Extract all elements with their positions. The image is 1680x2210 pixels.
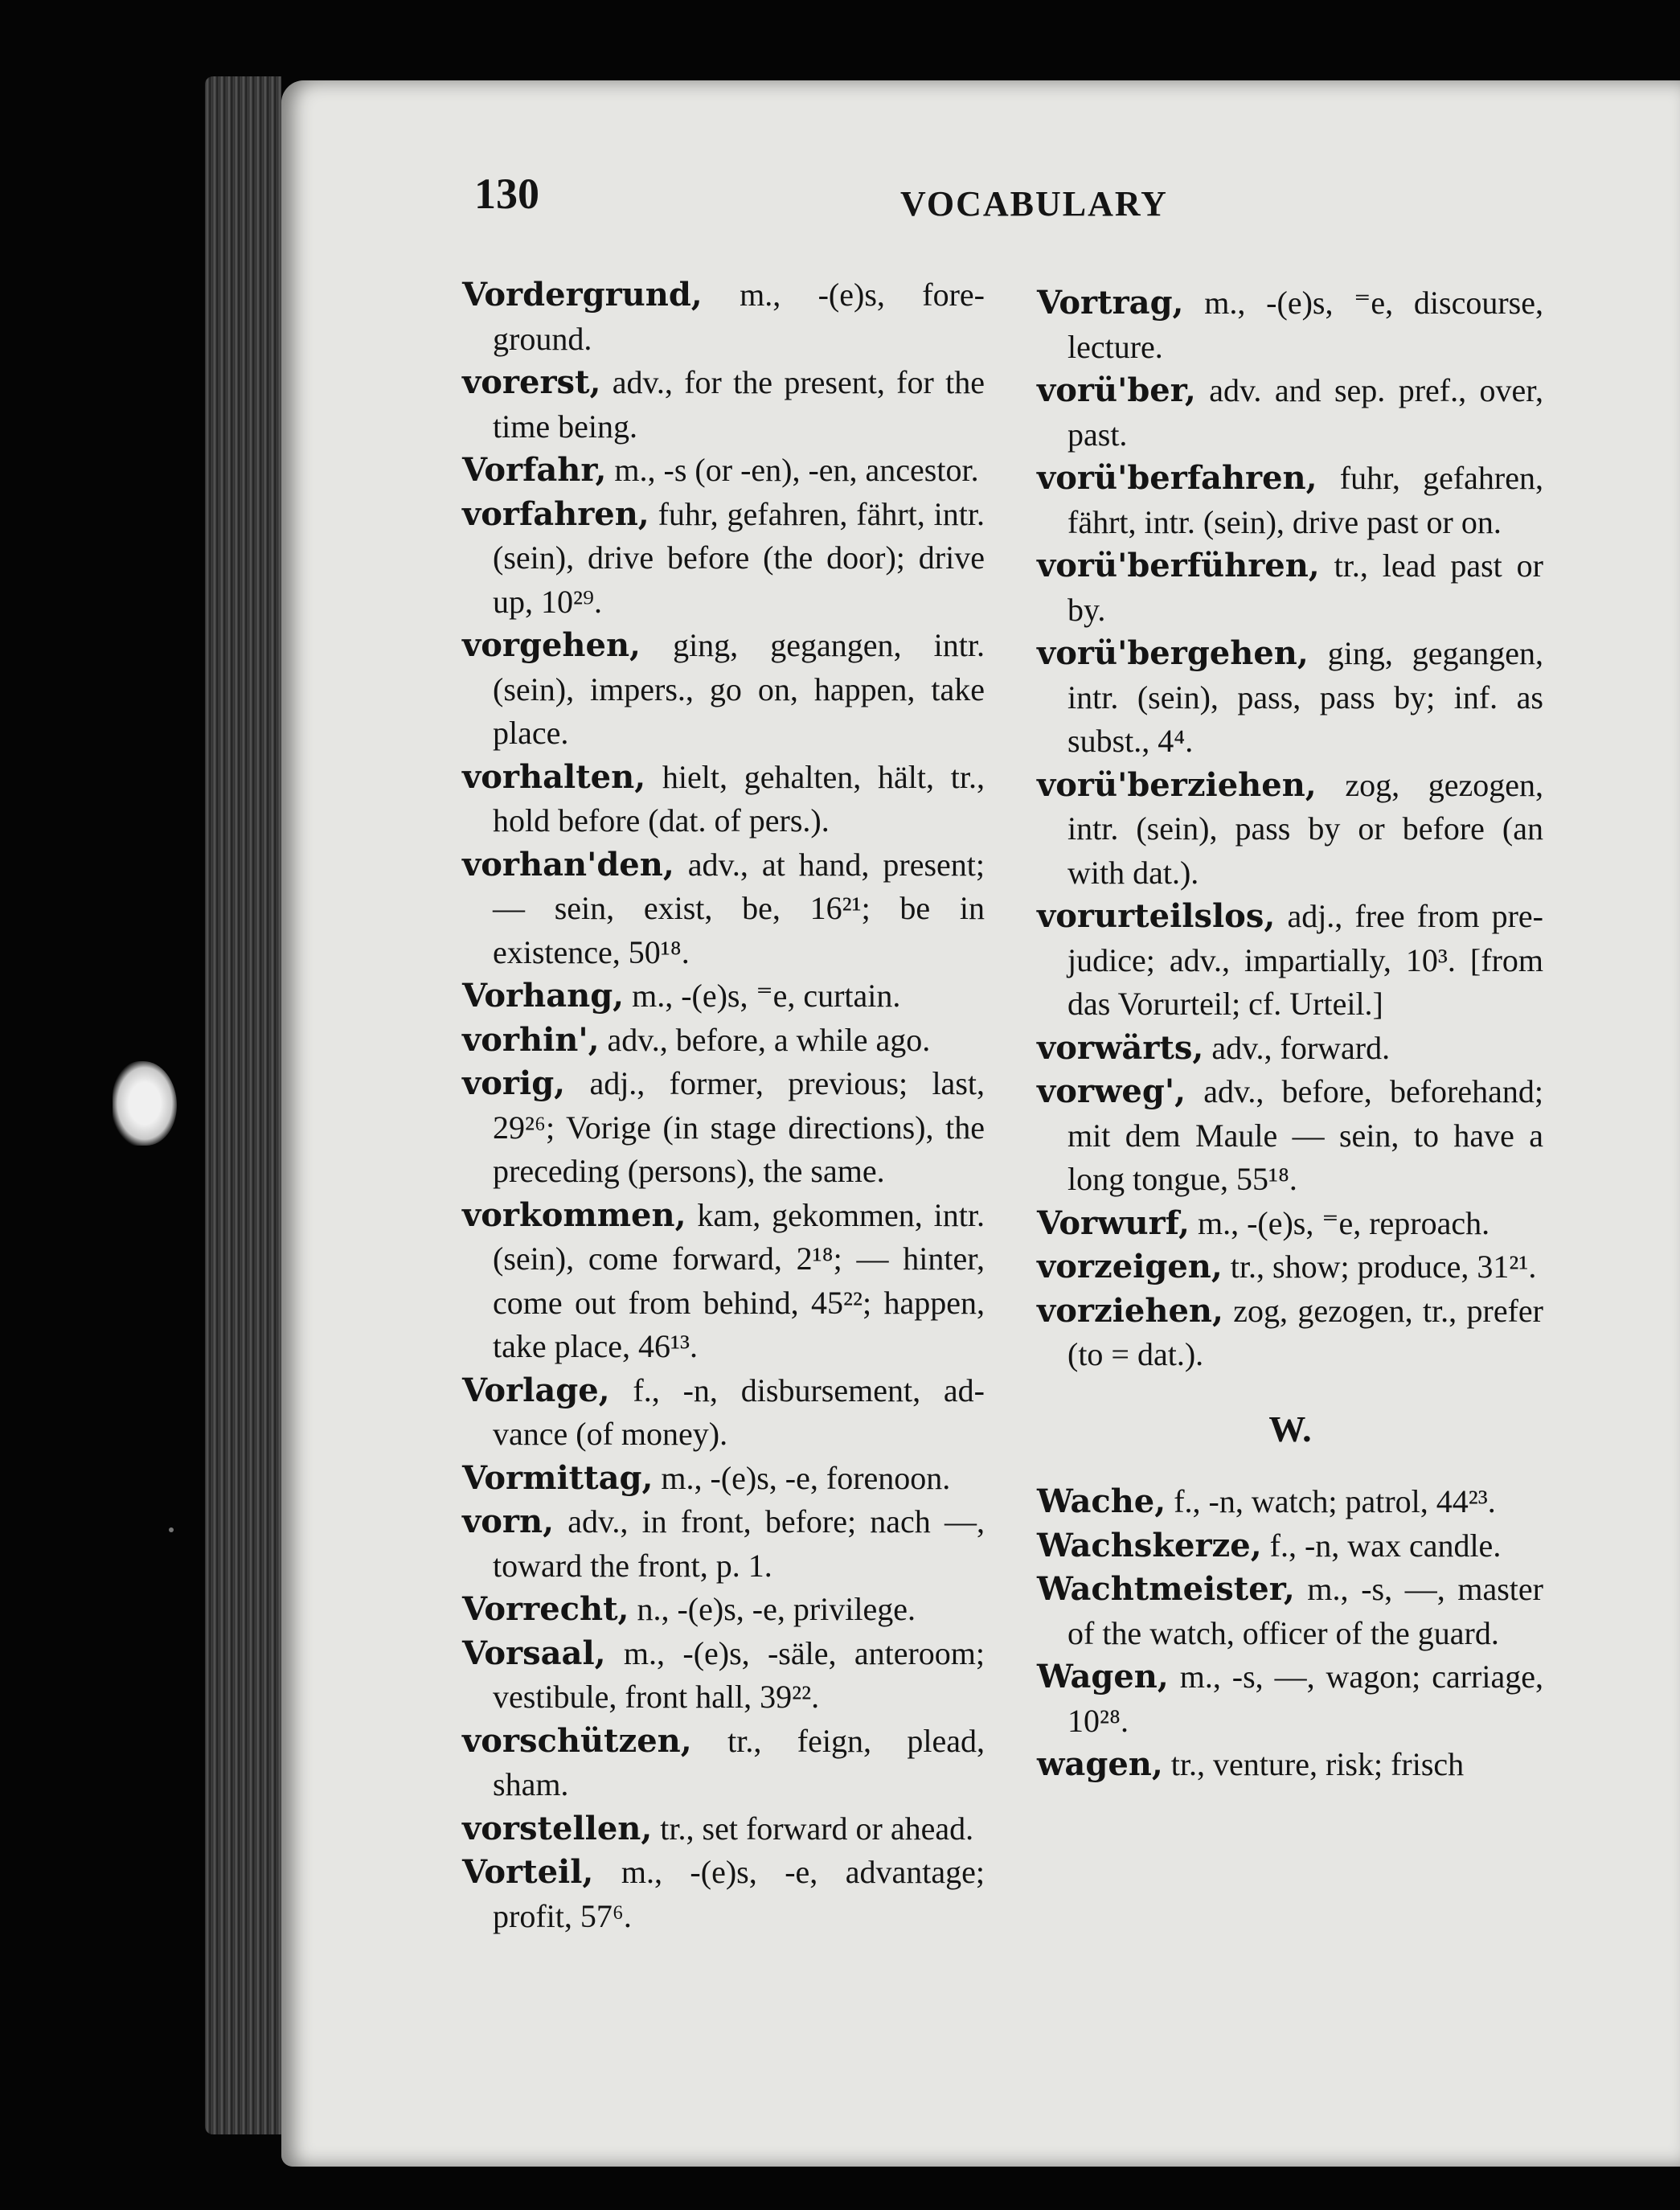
headword: vorerst, xyxy=(462,363,601,401)
definition: tr., feign, plead, sham. xyxy=(493,1722,985,1802)
dictionary-entry xyxy=(1037,457,1543,544)
page-number: 130 xyxy=(474,170,539,218)
headword: vorweg', xyxy=(1037,1072,1186,1110)
definition: m., -(e)s, -e, forenoon. xyxy=(653,1459,951,1496)
definition: adv., for the present, for the time being. xyxy=(493,364,985,445)
dictionary-entry xyxy=(1037,1070,1543,1202)
headword: Vorrecht, xyxy=(462,1590,629,1628)
dictionary-entry xyxy=(462,624,985,756)
dictionary-entry xyxy=(462,1851,985,1938)
definition: ging, gegangen, intr. (sein), pass, pass by; inf. as subst., 4⁴. xyxy=(1067,635,1543,759)
headword: vorwärts, xyxy=(1037,1028,1204,1067)
dictionary-entry xyxy=(462,361,985,449)
definition: fuhr, gefahren, fährt, intr. (sein), drive past or on. xyxy=(1067,460,1543,540)
headword: Wachtmeister, xyxy=(1037,1570,1295,1608)
white-blob-artifact xyxy=(113,1061,177,1146)
dictionary-entry xyxy=(1037,369,1543,457)
definition: hielt, gehalten, hält, tr., hold before (dat. of pers.). xyxy=(493,758,985,838)
definition: m., -(e)s, foreground. xyxy=(493,277,985,357)
dictionary-entry xyxy=(1037,281,1543,369)
definition: adv., before, a while ago. xyxy=(599,1021,931,1058)
definition: adv. and sep. pref., over, past. xyxy=(1067,372,1543,453)
left-column xyxy=(462,273,985,1938)
dictionary-entry xyxy=(462,974,985,1019)
definition: n., -(e)s, -e, privilege. xyxy=(629,1591,916,1627)
dictionary-entry xyxy=(462,1457,985,1501)
headword: Wache, xyxy=(1037,1482,1166,1520)
headword: vorziehen, xyxy=(1037,1291,1223,1330)
running-head: VOCABULARY xyxy=(900,184,1168,223)
headword: Vormittag, xyxy=(462,1458,654,1497)
dictionary-entry xyxy=(1037,1027,1543,1071)
definition: m., -(e)s, ⁼e, discourse, lecture. xyxy=(1067,285,1543,365)
dictionary-entry xyxy=(1037,544,1543,632)
dictionary-entry xyxy=(462,493,985,625)
definition: zog, gezogen, tr., prefer (to = dat.). xyxy=(1067,1292,1543,1372)
definition: m., -(e)s, -säle, anteroom; vestibule, front hall, 39²². xyxy=(493,1634,985,1715)
dictionary-entry xyxy=(462,1500,985,1588)
headword: vorig, xyxy=(462,1064,566,1102)
definition: tr., venture, risk; frisch xyxy=(1162,1746,1465,1782)
dictionary-entry xyxy=(1037,895,1543,1027)
dictionary-entry xyxy=(1037,1568,1543,1655)
headword: vorü'berführen, xyxy=(1037,547,1320,584)
definition: m., -s (or -en), -en, ancestor. xyxy=(606,452,979,488)
definition: tr., lead past or by. xyxy=(1067,547,1543,628)
dictionary-entry xyxy=(1037,764,1543,896)
book-page xyxy=(281,80,1680,2167)
dictionary-entry xyxy=(462,1807,985,1851)
right-column xyxy=(1037,281,1543,1787)
dictionary-entry xyxy=(462,449,985,493)
dictionary-entry xyxy=(1037,1655,1543,1743)
definition: f., -n, disbursement, advance (of money). xyxy=(493,1372,985,1452)
headword: vorü'bergehen, xyxy=(1037,634,1309,672)
headword: Vorwurf, xyxy=(1037,1203,1190,1242)
definition: m., -(e)s, ⁼e, reproach. xyxy=(1189,1204,1490,1241)
headword: Vortrag, xyxy=(1037,284,1184,322)
section-letter-heading: W. xyxy=(1268,1408,1312,1449)
definition: f., -n, wax candle. xyxy=(1261,1527,1502,1564)
headword: wagen, xyxy=(1037,1745,1163,1783)
dictionary-entry xyxy=(1037,1202,1543,1246)
dictionary-entry xyxy=(462,273,985,361)
definition: f., -n, watch; patrol, 44²³. xyxy=(1166,1483,1496,1519)
headword: vorzeigen, xyxy=(1037,1248,1223,1285)
dictionary-entry xyxy=(1037,1480,1543,1524)
headword: Vordergrund, xyxy=(462,276,703,314)
definition: kam, gekommen, intr. (sein), come forward, 2¹⁸; — hinter, come out from behind, 45²²; happen, take place, 46¹³. xyxy=(493,1196,985,1364)
definition: adj., former, previous; last, 29²⁶; Vorige (in stage directions), the preceding (persons), the same. xyxy=(493,1065,985,1189)
headword: vorurteilslos, xyxy=(1037,897,1276,935)
headword: Wagen, xyxy=(1037,1658,1169,1695)
definition: fuhr, gefahren, fährt, intr. (sein), drive before (the door); drive up, 10²⁹. xyxy=(493,495,985,620)
dictionary-entry xyxy=(1037,632,1543,764)
speck-artifact xyxy=(169,1527,174,1532)
definition: adv., before, beforehand; mit dem Maule — sein, to have a long tongue, 55¹⁸. xyxy=(1067,1073,1543,1197)
book-edge xyxy=(205,76,281,2134)
definition: zog, gezogen, intr. (sein), pass by or before (an with dat.). xyxy=(1067,766,1543,891)
headword: vorü'ber, xyxy=(1037,371,1196,409)
headword: vorhan'den, xyxy=(462,845,674,884)
definition: tr., set forward or ahead. xyxy=(652,1810,974,1847)
headword: vorü'berfahren, xyxy=(1037,459,1317,497)
definition: m., -s, —, wagon; carriage, 10²⁸. xyxy=(1067,1659,1543,1739)
definition: adv., forward. xyxy=(1203,1029,1391,1066)
dictionary-entry xyxy=(462,1720,985,1807)
headword: Vorteil, xyxy=(462,1853,594,1891)
headword: vorhin', xyxy=(462,1020,600,1059)
dictionary-entry xyxy=(462,1062,985,1194)
headword: Vorfahr, xyxy=(462,451,607,489)
dictionary-entry xyxy=(1037,1524,1543,1568)
dictionary-entry xyxy=(462,1632,985,1720)
headword: vorü'berziehen, xyxy=(1037,765,1317,804)
headword: vorhalten, xyxy=(462,757,646,796)
definition: adv., in front, before; nach —, toward the front, p. 1. xyxy=(493,1503,985,1584)
definition: m., -(e)s, ⁼e, curtain. xyxy=(624,978,901,1014)
headword: vorkommen, xyxy=(462,1195,686,1234)
headword: Vorlage, xyxy=(462,1371,610,1409)
definition: adv., at hand, present; — sein, exist, be, 16²¹; be in existence, 50¹⁸. xyxy=(493,846,985,970)
dictionary-entry xyxy=(462,1588,985,1632)
right-column-v-entries xyxy=(1037,281,1543,1377)
headword: Vorhang, xyxy=(462,977,625,1015)
dictionary-entry xyxy=(462,1019,985,1063)
dictionary-entry xyxy=(462,1369,985,1457)
definition: tr., show; produce, 31²¹. xyxy=(1222,1249,1537,1285)
headword: Wachskerze, xyxy=(1037,1526,1262,1564)
dictionary-entry xyxy=(462,843,985,975)
definition: m., -(e)s, -e, advantage; profit, 57⁶. xyxy=(493,1854,985,1934)
dictionary-entry xyxy=(462,756,985,843)
dictionary-entry xyxy=(1037,1743,1543,1787)
definition: m., -s, —, master of the watch, officer of the guard. xyxy=(1067,1571,1543,1651)
dictionary-entry xyxy=(462,1194,985,1369)
right-column-w-entries xyxy=(1037,1480,1543,1787)
headword: vorn, xyxy=(462,1503,555,1540)
headword: vorfahren, xyxy=(462,494,649,533)
headword: vorschützen, xyxy=(462,1721,692,1760)
headword: vorgehen, xyxy=(462,626,641,664)
dictionary-entry xyxy=(1037,1245,1543,1290)
headword: Vorsaal, xyxy=(462,1634,606,1672)
headword: vorstellen, xyxy=(462,1809,653,1847)
definition: adj., free from prejudice; adv., impartially, 10³. [from das Vorurteil; cf. Urteil.] xyxy=(1067,898,1543,1022)
definition: ging, gegangen, intr. (sein), impers., go on, happen, take place. xyxy=(493,627,985,751)
dictionary-entry xyxy=(1037,1290,1543,1377)
